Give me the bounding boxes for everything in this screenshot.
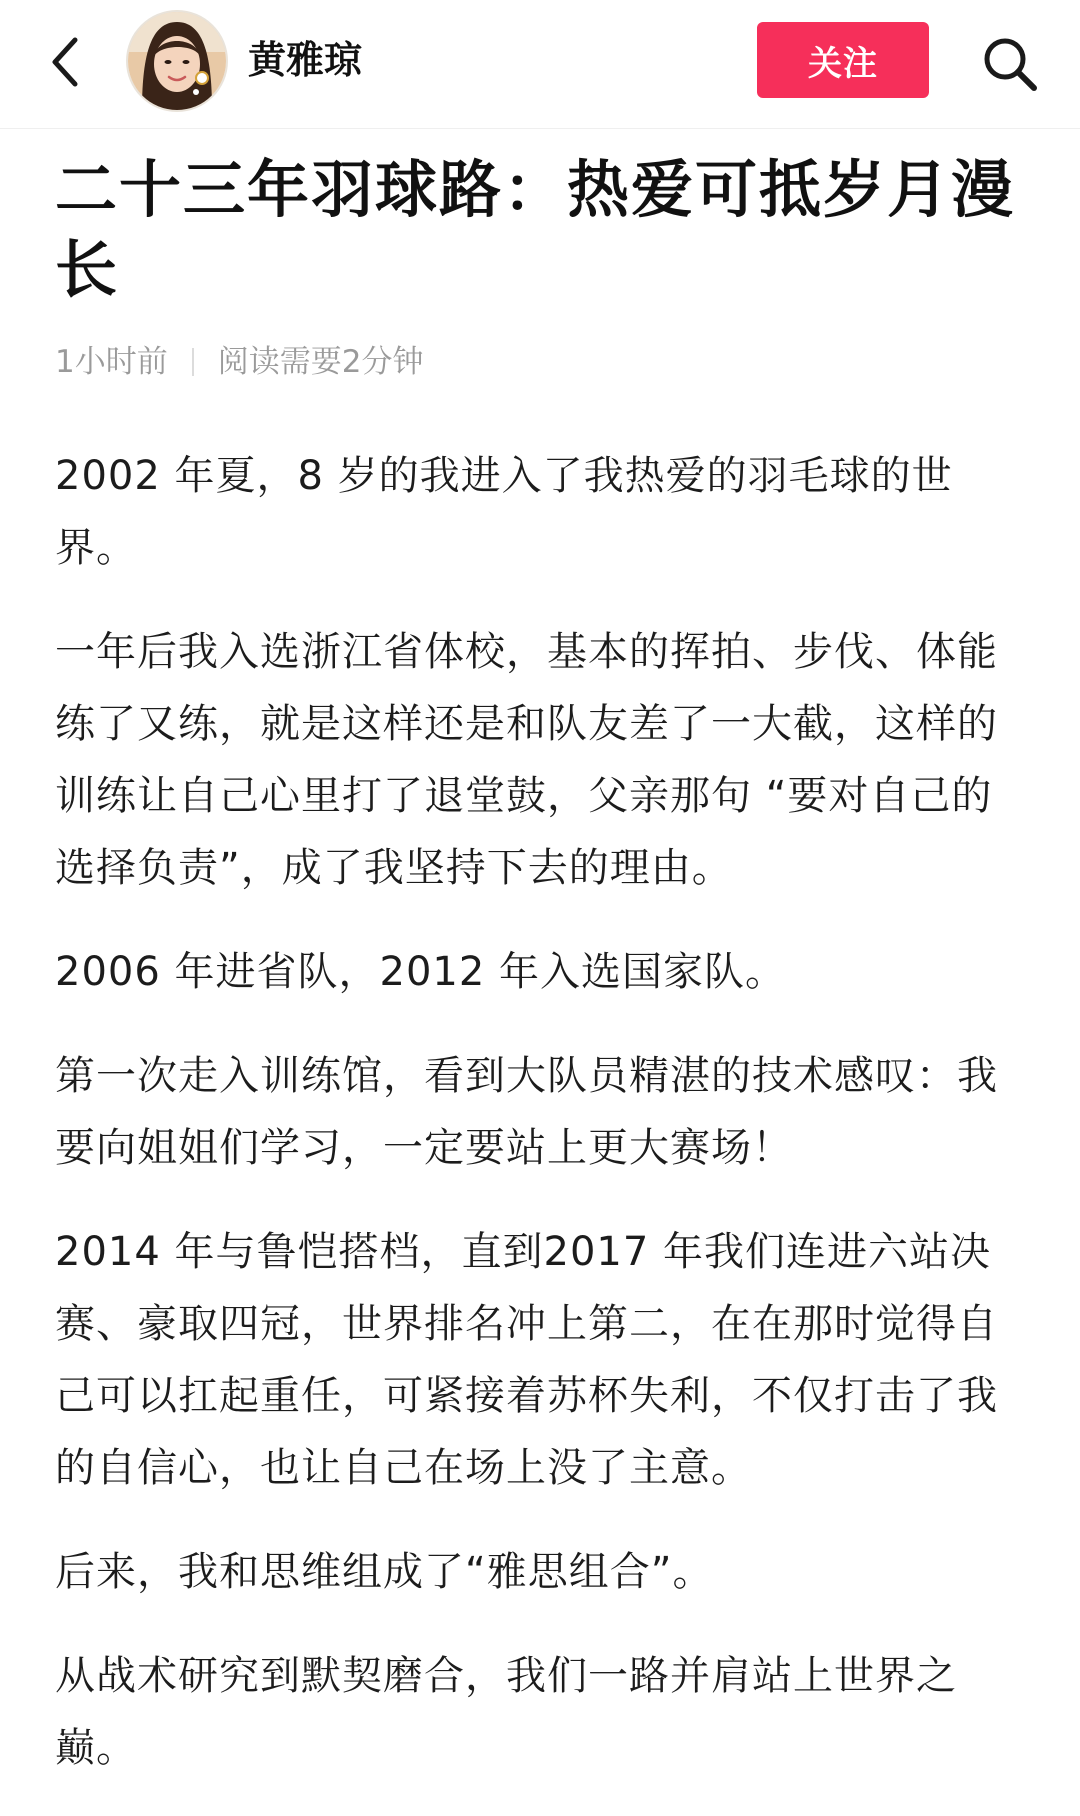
- article-paragraph: 2002 年夏，8 岁的我进入了我热爱的羽毛球的世界。: [55, 453, 953, 571]
- read-time: 阅读需要2分钟: [217, 344, 424, 380]
- article-paragraph: 2006 年进省队，2012 年入选国家队。: [55, 949, 787, 995]
- article-paragraph: 第一次走入训练馆，看到大队员精湛的技术感叹：我要向姐姐们学习，一定要站上更大赛场！: [55, 1053, 998, 1171]
- article-paragraph: 后来，我和思维组成了“雅思组合”。: [55, 1549, 714, 1595]
- article-paragraph: 2014 年与鲁恺搭档，直到2017 年我们连进六站决赛、豪取四冠，世界排名冲上第二，在在那时觉得自己可以扛起重任，可紧接着苏杯失利，不仅打击了我的自信心，也让自己在场上没了主意。: [55, 1229, 998, 1491]
- follow-button[interactable]: 关注: [757, 22, 929, 98]
- top-navigation-bar: [0, 0, 1080, 129]
- meta-divider: [192, 348, 194, 376]
- author-name[interactable]: 黄雅琼: [248, 38, 363, 82]
- chevron-left-icon: [45, 32, 85, 92]
- search-button[interactable]: [972, 26, 1048, 102]
- avatar-portrait: [128, 12, 226, 110]
- article-body: [55, 440, 1030, 1816]
- author-avatar[interactable]: [128, 12, 226, 110]
- article-paragraph: 一年后我入选浙江省体校，基本的挥拍、步伐、体能练了又练，就是这样还是和队友差了一大截，这样的训练让自己心里打了退堂鼓，父亲那句 “要对自己的选择负责”，成了我坚持下去的理由。: [55, 629, 998, 891]
- search-icon: [980, 34, 1040, 94]
- back-button[interactable]: [30, 22, 100, 102]
- article-meta: [55, 340, 423, 384]
- article-title: 二十三年羽球路：热爱可抵岁月漫长: [55, 153, 1016, 306]
- publish-time: 1小时前: [55, 344, 168, 380]
- article-paragraph: 从战术研究到默契磨合，我们一路并肩站上世界之巅。: [55, 1653, 957, 1771]
